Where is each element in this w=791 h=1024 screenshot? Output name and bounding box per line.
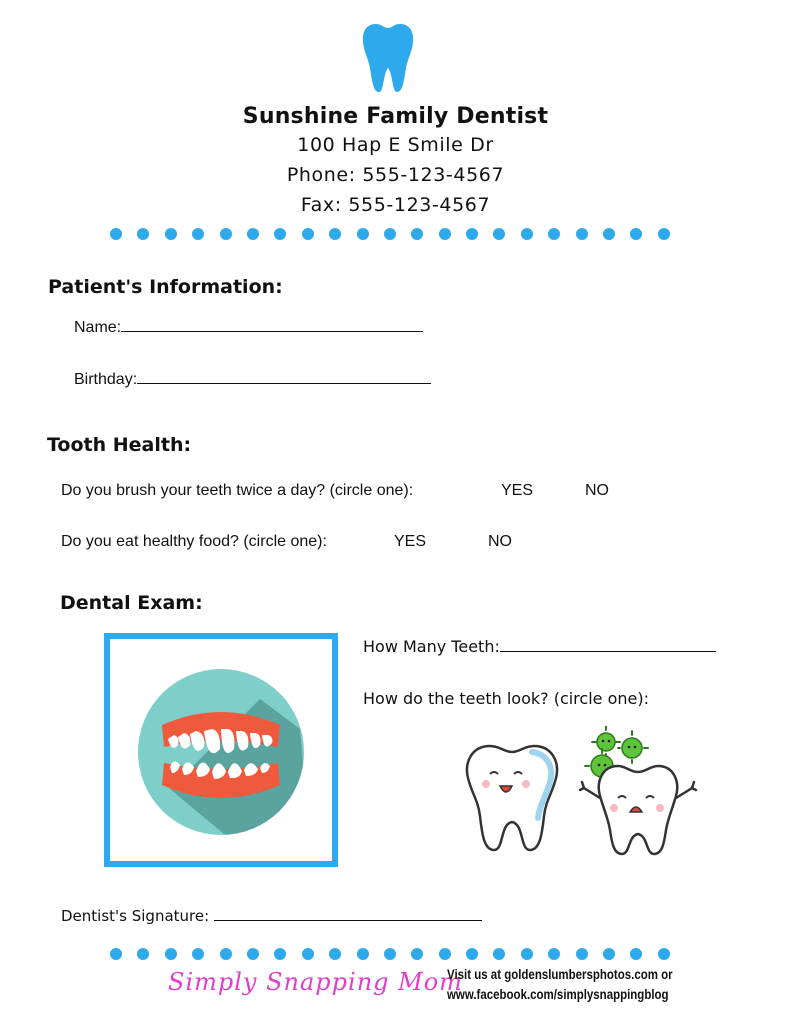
- clinic-phone: Phone: 555-123-4567: [286, 164, 505, 186]
- divider-dot: [357, 948, 369, 960]
- birthday-label: Birthday:: [74, 371, 138, 388]
- divider-dot: [466, 948, 478, 960]
- divider-dot: [137, 948, 149, 960]
- divider-dot: [302, 228, 314, 240]
- food-no-option[interactable]: NO: [488, 533, 512, 550]
- teeth-illustration-frame: [104, 633, 338, 867]
- divider-dot: [302, 948, 314, 960]
- name-blank-line[interactable]: [121, 317, 423, 332]
- divider-dot: [192, 948, 204, 960]
- divider-dot: [466, 228, 478, 240]
- divider-dot: [658, 228, 670, 240]
- divider-dot: [493, 948, 505, 960]
- divider-dot: [658, 948, 670, 960]
- divider-dot: [603, 948, 615, 960]
- divider-dot: [357, 228, 369, 240]
- food-yes-option[interactable]: YES: [394, 533, 427, 550]
- divider-dot: [603, 228, 615, 240]
- divider-dot: [576, 228, 588, 240]
- brand-logo-text: Simply Snapping Mom: [168, 968, 463, 996]
- divider-dot: [247, 948, 259, 960]
- birthday-blank-line[interactable]: [137, 369, 431, 384]
- divider-dot: [439, 948, 451, 960]
- patient-info-heading: Patient's Information:: [48, 276, 283, 298]
- divider-dot: [548, 228, 560, 240]
- divider-dot: [137, 228, 149, 240]
- divider-dot: [576, 948, 588, 960]
- unhealthy-tooth-icon[interactable]: [578, 726, 702, 858]
- healthy-tooth-icon[interactable]: [462, 738, 562, 858]
- visit-line-website[interactable]: Visit us at goldenslumbersphotos.com or: [447, 966, 673, 982]
- divider-dot: [220, 948, 232, 960]
- divider-dot: [521, 948, 533, 960]
- tooth-logo-icon: [362, 22, 414, 94]
- divider-dot: [384, 228, 396, 240]
- clinic-fax: Fax: 555-123-4567: [300, 194, 491, 216]
- divider-dot: [493, 228, 505, 240]
- divider-dot: [630, 948, 642, 960]
- divider-dot: [274, 228, 286, 240]
- healthy-food-question: Do you eat healthy food? (circle one):: [61, 533, 327, 550]
- divider-dot: [110, 948, 122, 960]
- brush-no-option[interactable]: NO: [585, 482, 609, 499]
- clinic-address: 100 Hap E Smile Dr: [297, 134, 494, 156]
- divider-dot: [247, 228, 259, 240]
- visit-info: [447, 964, 693, 1004]
- divider-dot: [384, 948, 396, 960]
- divider-dot: [165, 948, 177, 960]
- divider-dot: [411, 228, 423, 240]
- brush-yes-option[interactable]: YES: [501, 482, 534, 499]
- divider-dot: [192, 228, 204, 240]
- divider-dot: [220, 228, 232, 240]
- divider-dot: [411, 948, 423, 960]
- divider-dot: [329, 948, 341, 960]
- teeth-count-label: How Many Teeth:: [363, 637, 500, 656]
- divider-dot: [165, 228, 177, 240]
- divider-dot: [274, 948, 286, 960]
- divider-dot: [329, 228, 341, 240]
- teeth-count-blank-line[interactable]: [500, 637, 716, 652]
- name-field[interactable]: [74, 317, 423, 337]
- teeth-illustration-icon: [110, 639, 332, 861]
- visit-line-facebook[interactable]: www.facebook.com/simplysnappingblog: [447, 986, 669, 1002]
- teeth-count-field[interactable]: [363, 637, 716, 656]
- signature-blank-line[interactable]: [214, 908, 482, 921]
- brush-question: Do you brush your teeth twice a day? (circle one):: [61, 482, 414, 499]
- divider-dot: [439, 228, 451, 240]
- tooth-health-heading: Tooth Health:: [47, 434, 192, 456]
- dental-exam-heading: Dental Exam:: [60, 592, 203, 614]
- signature-field[interactable]: [61, 907, 482, 925]
- clinic-name: Sunshine Family Dentist: [242, 104, 549, 129]
- divider-dot: [110, 228, 122, 240]
- bottom-dotted-divider: [110, 948, 670, 962]
- divider-dot: [521, 228, 533, 240]
- name-label: Name:: [74, 319, 122, 336]
- birthday-field[interactable]: [74, 369, 431, 389]
- divider-dot: [630, 228, 642, 240]
- top-dotted-divider: [110, 228, 670, 242]
- divider-dot: [548, 948, 560, 960]
- teeth-look-question: How do the teeth look? (circle one):: [363, 689, 649, 708]
- signature-label: Dentist's Signature:: [61, 907, 210, 925]
